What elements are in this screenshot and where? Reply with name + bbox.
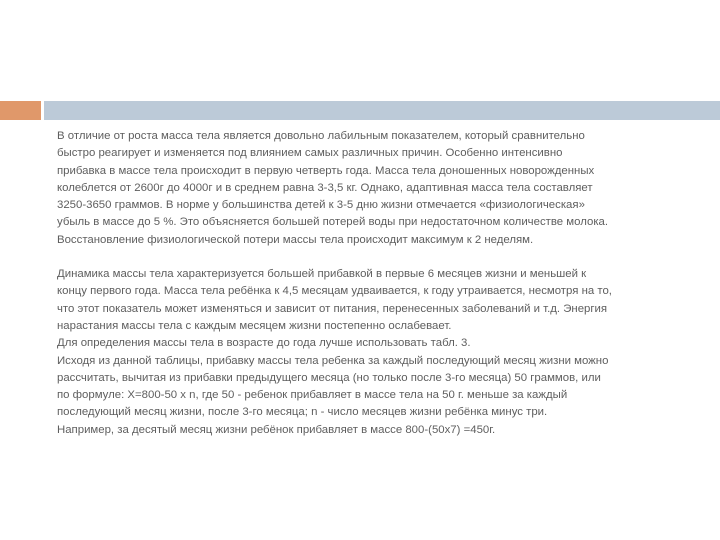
title-bar-accent bbox=[0, 101, 41, 120]
paragraph-body-mass-intro: В отличие от роста масса тела является довольно лабильным показателем, который сравнительно быстро реагирует и изменяется под влиянием самых различных причин. Особенно интенсивно прибавка в массе тела происходит в первую четверть года. Масса тела доношенных новорожденных колеблется от 2600г до 4000г и в среднем равна 3-3,5 кг. Однако, адаптивная масса тела составляет 3250-3650 граммов. В норме у большинства детей к 3-5 дню жизни отмечается «физиологическая» убыль в массе до 5 %. Это объясняется большей потерей воды при недостаточном количестве молока. Восстановление физиологической потери массы тела происходит максимум к 2 неделям. bbox=[57, 130, 609, 246]
slide-body bbox=[57, 128, 687, 439]
title-bar-band bbox=[44, 101, 720, 120]
paragraph-body-mass-dynamics: Динамика массы тела характеризуется большей прибавкой в первые 6 месяцев жизни и меньшей к концу первого года. Масса тела ребёнка к 4,5 месяцам удваивается, к году утраивается, несмотря на то, что этот показатель может изменяться и зависит от питания, перенесенных заболеваний и т.д. Энергия нарастания массы тела с каждым месяцем жизни постепенно ослабевает. Для определения массы тела в возрасте до года лучше использовать табл. 3. Исходя из данной таблицы, прибавку массы тела ребенка за каждый последующий месяц жизни можно рассчитать, вычитая из прибавки предыдущего месяца (но только после 3-го месяца) 50 граммов, или по формуле: Х=800-50 х n, где 50 - ребенок прибавляет в массе тела на 50 г. меньше за каждый последующий месяц жизни, после 3-го месяца; n - число месяцев жизни ребёнка минус три. Например, за десятый месяц жизни ребёнок прибавляет в массе 800-(50х7) =450г. bbox=[57, 268, 612, 436]
title-bar bbox=[0, 101, 720, 120]
